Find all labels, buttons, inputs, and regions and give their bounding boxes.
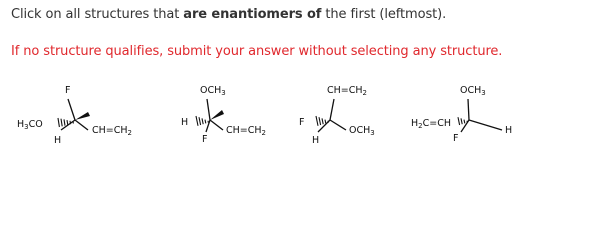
structure-4-right-label: H [505, 125, 513, 136]
structure-2-bottom-label: F [202, 134, 208, 145]
structure-4-left-label: $H_2C=CH$ [411, 118, 451, 130]
structure-2-left-label: H [181, 117, 189, 128]
question-suffix: the first (leftmost). [321, 7, 447, 22]
question-text [11, 7, 446, 22]
structure-1-bottom-label: H [54, 135, 62, 146]
structure-4-bottom-label: F [453, 133, 459, 144]
structure-1-right-label: $CH=CH_2$ [92, 125, 132, 137]
structure-3-bottom-label: H [312, 135, 320, 146]
warning-text: If no structure qualifies, submit your answer without selecting any structure. [11, 44, 503, 59]
structure-3-right-label: $OCH_3$ [349, 125, 375, 137]
structure-2-right-label: $CH=CH_2$ [226, 125, 266, 137]
question-prefix: Click on all structures that [11, 7, 184, 22]
structure-2-top-label: $OCH_3$ [200, 85, 226, 97]
structure-3-top-label: $CH=CH_2$ [327, 85, 367, 97]
structure-1-top-label: F [65, 85, 71, 96]
question-bold: are enantiomers of [183, 7, 322, 22]
structure-1[interactable] [8, 72, 148, 170]
structure-4[interactable] [405, 72, 525, 170]
structure-2[interactable] [160, 72, 280, 170]
structure-3-left-label: F [299, 117, 305, 128]
structure-1-left-label: $H_3CO$ [17, 119, 43, 131]
structure-4-top-label: $OCH_3$ [460, 85, 486, 97]
structure-3[interactable] [290, 72, 400, 170]
